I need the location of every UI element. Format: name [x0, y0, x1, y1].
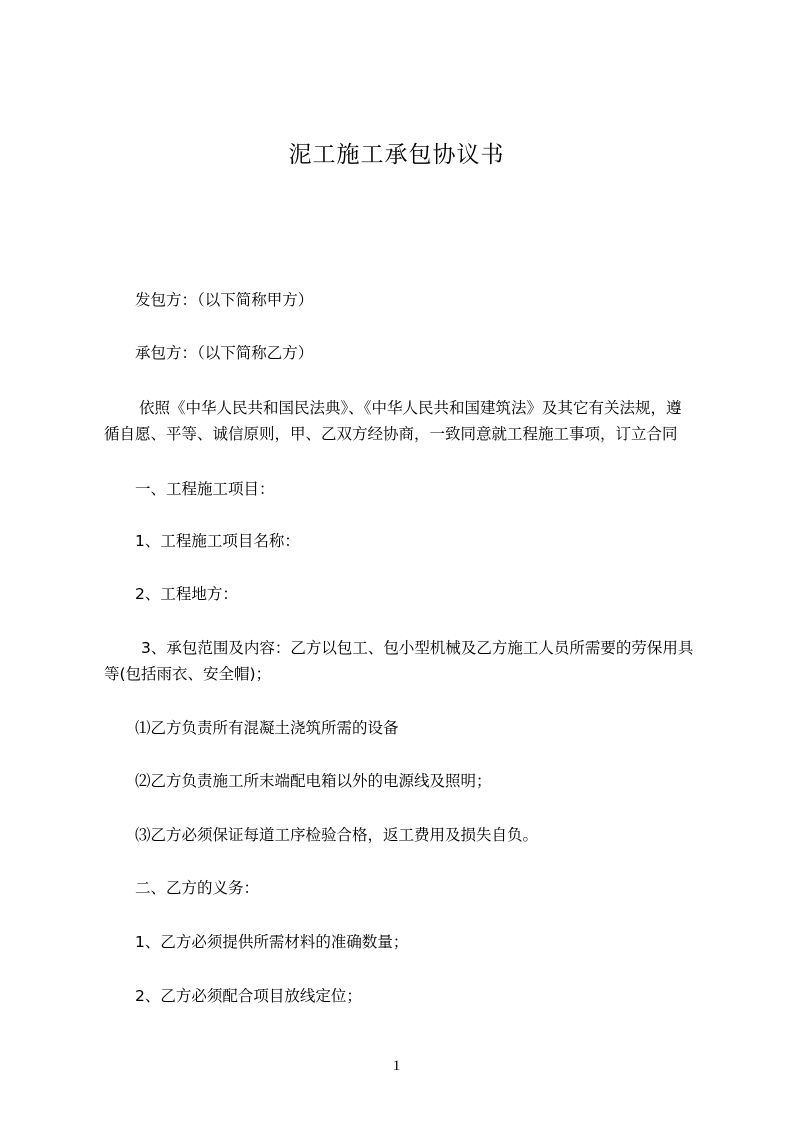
party-a-line: 发包方：（以下简称甲方）: [135, 291, 314, 309]
page-number: 1: [392, 1058, 401, 1074]
preamble-line-1: 依照《中华人民共和国民法典》、《中华人民共和国建筑法》及其它有关法规，遵: [139, 399, 682, 417]
party-b-line: 承包方：（以下简称乙方）: [135, 344, 314, 362]
item-3-line-1: 3、承包范围及内容：乙方以包工、包小型机械及乙方施工人员所需要的劳保用具: [141, 639, 694, 657]
preamble-paragraph: [104, 398, 696, 444]
section-1-heading: 一、工程施工项目：: [135, 480, 275, 498]
preamble-line-2: 循自愿、平等、诚信原则，甲、乙双方经协商，一致同意就工程施工事项，订立合同: [104, 425, 678, 443]
sub-item-1: ⑴乙方负责所有混凝土浇筑所需的设备: [135, 719, 399, 737]
sub-item-3: ⑶乙方必须保证每道工序检验合格，返工费用及损失自负。: [135, 826, 539, 844]
item-2: 2、工程地方：: [135, 585, 238, 603]
section-2-heading: 二、乙方的义务：: [135, 879, 260, 897]
sub-item-2: ⑵乙方负责施工所末端配电箱以外的电源线及照明；: [135, 772, 492, 790]
duty-1: 1、乙方必须提供所需材料的准确数量；: [135, 933, 409, 951]
item-3-paragraph: [104, 638, 696, 684]
item-1: 1、工程施工项目名称：: [135, 532, 300, 550]
item-3-line-2: 等(包括雨衣、安全帽)；: [104, 665, 272, 683]
duty-2: 2、乙方必须配合项目放线定位；: [135, 987, 362, 1005]
document-title: 泥工施工承包协议书: [288, 142, 505, 168]
